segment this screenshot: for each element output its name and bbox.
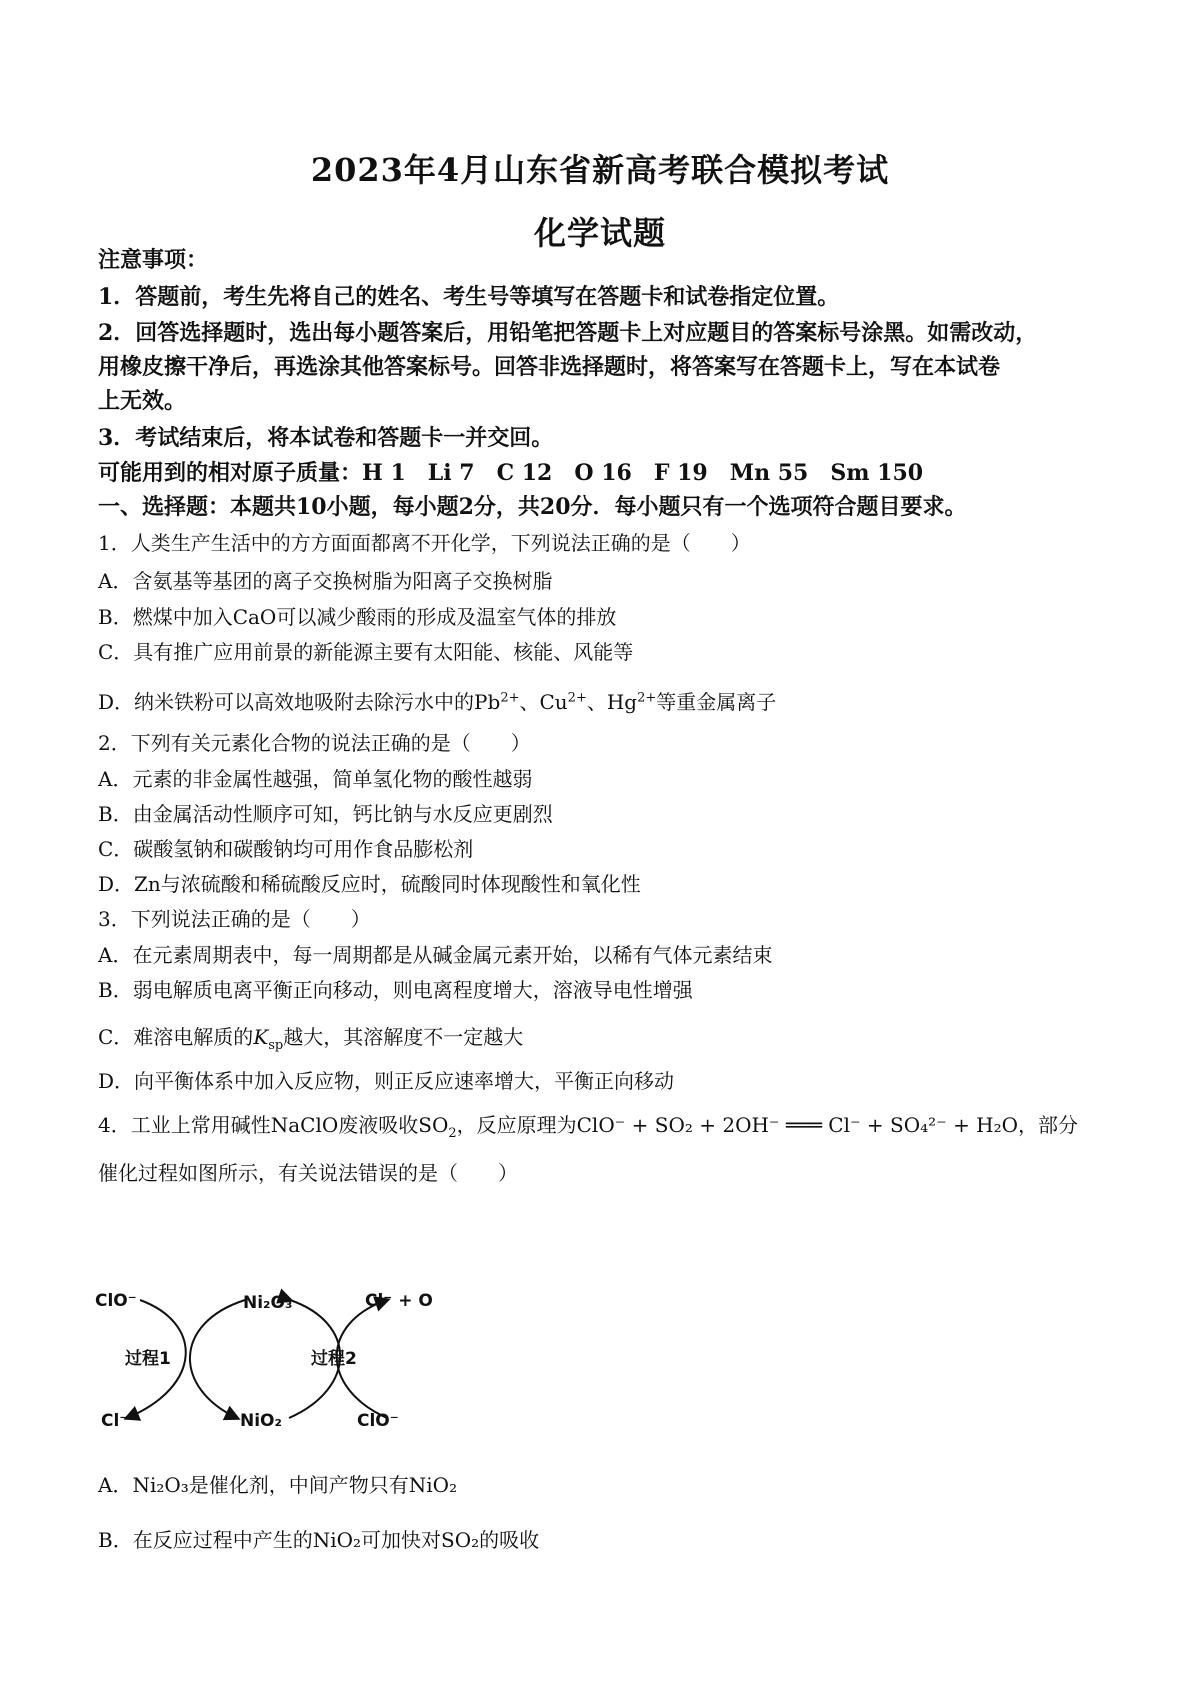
mass-o: O 16 <box>574 460 632 486</box>
q3-option-a: A．在元素周期表中，每一周期都是从碱金属元素开始，以稀有气体元素结束 <box>98 943 773 967</box>
q3-c-prefix: C．难溶电解质的 <box>98 1025 254 1049</box>
label-nio2: NiO₂ <box>240 1411 282 1431</box>
q3-option-d: D．向平衡体系中加入反应物，则正反应速率增大，平衡正向移动 <box>98 1069 675 1093</box>
note-3: 3．考试结束后，将本试卷和答题卡一并交回。 <box>98 425 554 451</box>
mass-c: C 12 <box>496 460 553 486</box>
note-1: 1．答题前，考生先将自己的姓名、考生号等填写在答题卡和试卷指定位置。 <box>98 284 840 310</box>
mass-f: F 19 <box>653 460 708 486</box>
label-process1: 过程1 <box>125 1349 171 1369</box>
charge-pb: 2+ <box>500 690 520 706</box>
charge-cu: 2+ <box>567 690 587 706</box>
q1-option-b: B．燃煤中加入CaO可以减少酸雨的形成及温室气体的排放 <box>98 605 617 629</box>
mass-sm: Sm 150 <box>830 460 924 486</box>
q4-stem-line-2: 催化过程如图所示，有关说法错误的是（ ） <box>98 1161 518 1185</box>
ksp-sp: sp <box>268 1038 284 1053</box>
mass-li: Li 7 <box>427 460 475 486</box>
label-ni2o3: Ni₂O₃ <box>243 1293 293 1313</box>
q4-stem-line-1 <box>98 1110 1078 1140</box>
ion-hg: Hg <box>606 690 638 714</box>
q3-option-b: B．弱电解质电离平衡正向移动，则电离程度增大，溶液导电性增强 <box>98 978 693 1002</box>
sep-2: 、 <box>586 690 607 714</box>
section-heading: 一、选择题：本题共10小题，每小题2分，共20分．每小题只有一个选项符合题目要求。 <box>98 494 967 520</box>
notes-heading: 注意事项： <box>98 247 209 273</box>
label-clo-right: ClO⁻ <box>357 1411 399 1431</box>
atomic-masses-label: 可能用到的相对原子质量： <box>98 460 363 486</box>
q1-d-suffix: 等重金属离子 <box>656 690 777 714</box>
q2-stem: 2．下列有关元素化合物的说法正确的是（ ） <box>98 731 531 755</box>
q3-stem: 3．下列说法正确的是（ ） <box>98 907 371 931</box>
q4-stem-suffix: ，部分 <box>1018 1113 1079 1137</box>
label-clo-left: ClO⁻ <box>95 1291 137 1311</box>
exam-subtitle: 化学试题 <box>533 214 666 252</box>
q4-stem-prefix: 4．工业上常用碱性NaClO废液吸收SO <box>98 1113 449 1137</box>
charge-hg: 2+ <box>637 690 657 706</box>
note-2-line-1: 2．回答选择题时，选出每小题答案后，用铅笔把答题卡上对应题目的答案标号涂黑。如需改动， <box>98 320 1038 346</box>
catalysis-diagram <box>95 1278 440 1436</box>
mass-mn: Mn 55 <box>729 460 809 486</box>
q1-option-a: A．含氨基等基团的离子交换树脂为阳离子交换树脂 <box>98 569 553 593</box>
atomic-masses <box>98 458 945 488</box>
ion-cu: Cu <box>539 690 568 714</box>
note-2-line-3: 上无效。 <box>98 388 187 414</box>
q1-stem: 1．人类生产生活中的方方面面都离不开化学，下列说法正确的是（ ） <box>98 531 751 555</box>
reaction-equation: ClO⁻ + SO₂ + 2OH⁻ ═══ Cl⁻ + SO₄²⁻ + H₂O <box>576 1113 1019 1137</box>
ksp-k: K <box>253 1025 269 1049</box>
q2-option-a: A．元素的非金属性越强，简单氢化物的酸性越弱 <box>98 767 533 791</box>
mass-h: H 1 <box>362 460 406 486</box>
q2-option-c: C．碳酸氢钠和碳酸钠均可用作食品膨松剂 <box>98 837 474 861</box>
q4-option-a: A．Ni₂O₃是催化剂，中间产物只有NiO₂ <box>98 1473 458 1497</box>
q2-option-b: B．由金属活动性顺序可知，钙比钠与水反应更剧烈 <box>98 802 553 826</box>
q1-option-c: C．具有推广应用前景的新能源主要有太阳能、核能、风能等 <box>98 640 634 664</box>
so2-subscript: 2 <box>448 1126 457 1141</box>
q4-stem-mid: ，反应原理为 <box>456 1113 577 1137</box>
q3-c-suffix: 越大，其溶解度不一定越大 <box>283 1025 524 1049</box>
arc-process1-right <box>190 1300 245 1418</box>
q3-option-c <box>98 1022 523 1052</box>
label-process2: 过程2 <box>311 1349 357 1369</box>
q1-option-d <box>98 687 776 717</box>
q4-option-b: B．在反应过程中产生的NiO₂可加快对SO₂的吸收 <box>98 1528 540 1552</box>
label-cl-left: Cl⁻ <box>101 1411 129 1431</box>
exam-title: 2023年4月山东省新高考联合模拟考试 <box>310 151 890 189</box>
q2-option-d: D．Zn与浓硫酸和稀硫酸反应时，硫酸同时体现酸性和氧化性 <box>98 872 641 896</box>
q1-d-prefix: D．纳米铁粉可以高效地吸附去除污水中的 <box>98 690 475 714</box>
label-cl-o: Cl⁻ + O <box>365 1291 433 1311</box>
note-2-line-2: 用橡皮擦干净后，再选涂其他答案标号。回答非选择题时，将答案写在答题卡上，写在本试卷 <box>98 354 1001 380</box>
sep-1: 、 <box>519 690 540 714</box>
ion-pb: Pb <box>474 690 501 714</box>
